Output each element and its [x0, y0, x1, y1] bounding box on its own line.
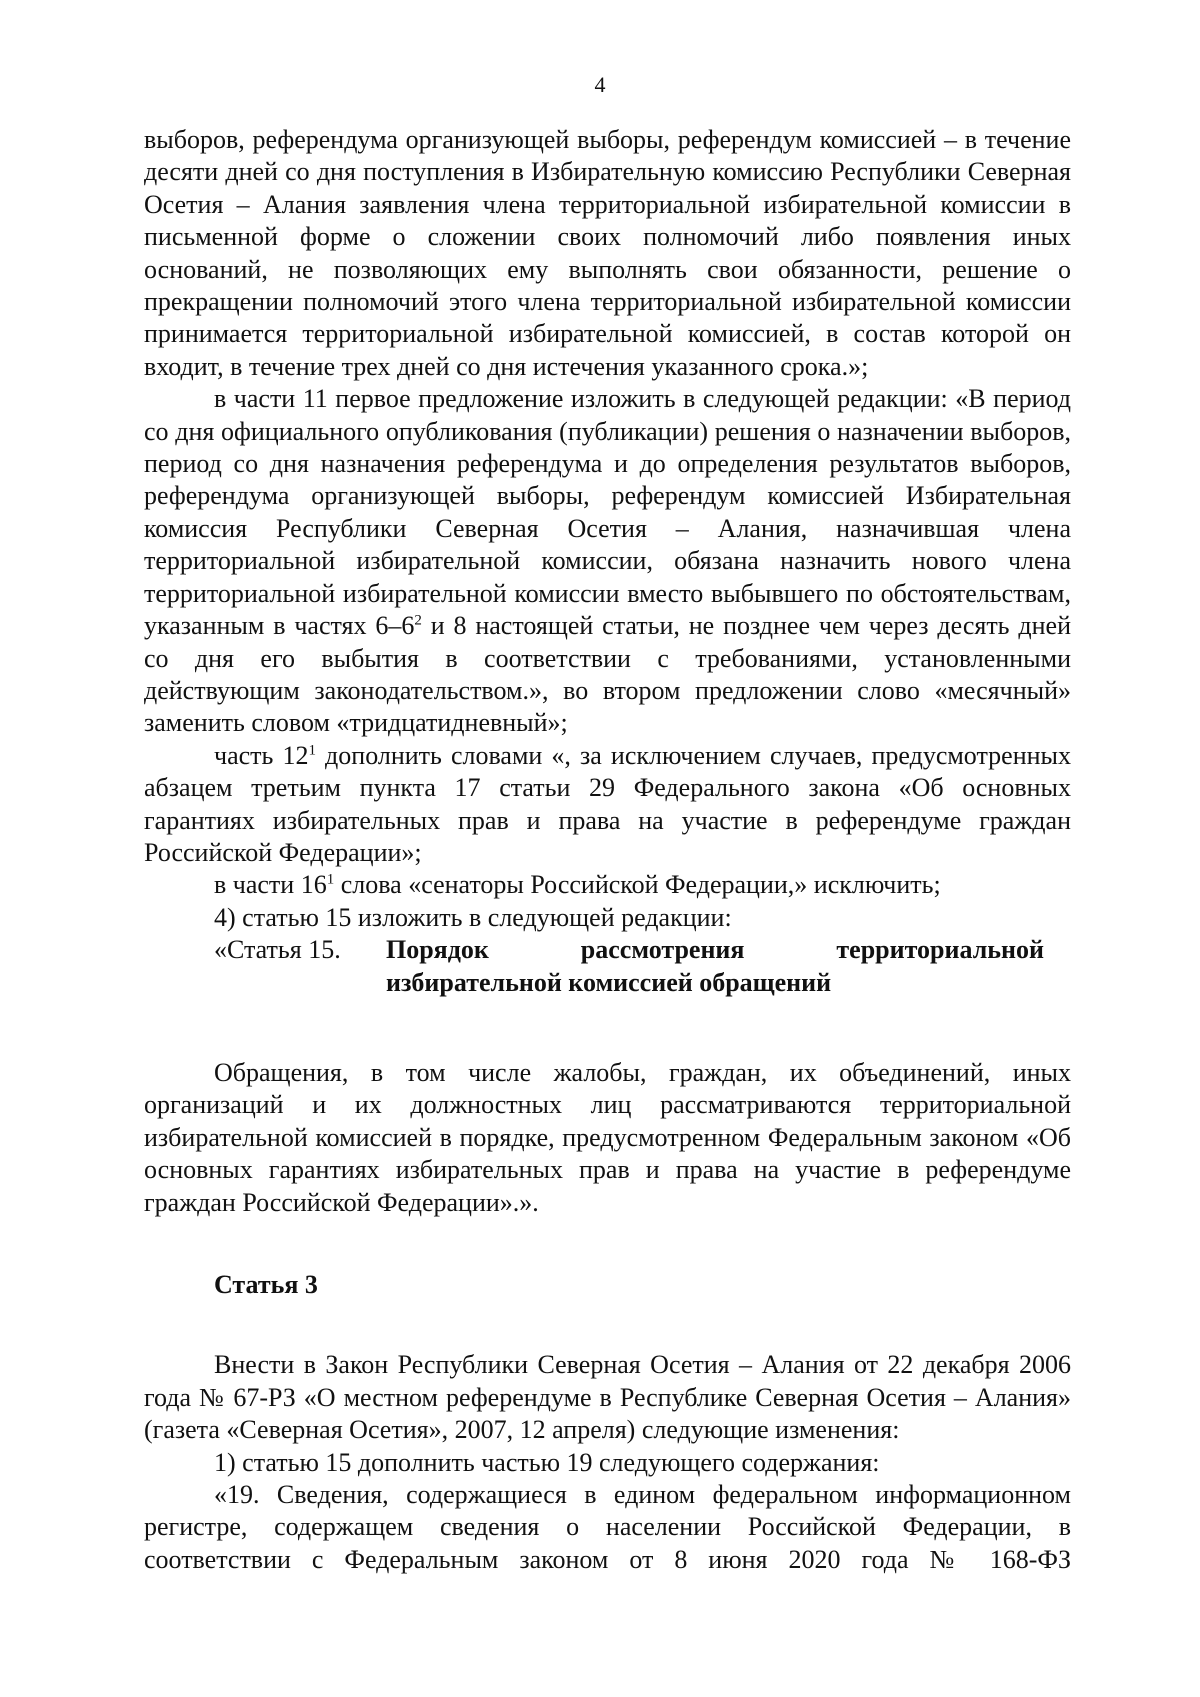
superscript: 2: [414, 612, 422, 629]
document-body: [144, 124, 1071, 1576]
paragraph-part-19: «19. Сведения, содержащиеся в едином федеральном информационном регистре, содержащем сведения о населении Российской Федерации, в соответствии с Федеральным законом от 8 июня 2020 года № 168-ФЗ: [144, 1480, 1071, 1574]
paragraph-amend-law: Внести в Закон Республики Северная Осетия – Алания от 22 декабря 2006 года № 67-РЗ «О местном референдуме в Республике Северная Осетия – Алания» (газета «Северная Осетия», 2007, 12 апреля) следующие изменения:: [144, 1350, 1071, 1445]
article-3-heading: Статья 3: [214, 1270, 318, 1299]
spacer: [144, 999, 1071, 1057]
article-15-label: «Статья 15.: [214, 935, 341, 965]
spacer: [144, 1301, 1071, 1349]
paragraph-text: и 8 настоящей статьи, не позднее чем через десять дней со дня его выбытия в соответствии с требованиями, установленными действующим законодательством.», во втором предложении слово «месячный» заменить словом «тридцатидневный»;: [144, 611, 1071, 738]
paragraph-part-16-1: [144, 869, 1071, 901]
paragraph-text: слова «сенаторы Российской Федерации,» исключить;: [334, 870, 941, 900]
page-number: 4: [594, 72, 606, 97]
superscript: 1: [308, 742, 316, 759]
paragraph-text: в части 16: [214, 870, 327, 900]
article-15-heading: [144, 934, 1071, 999]
paragraph-text: в части 11 первое предложение изложить в следующей редакции: «В период со дня официального опубликования (публикации) решения о назначении выборов, период со дня назначения референдума и до определения результатов выборов, референдума организующей выборы, референдум комиссией Избирательная комиссия Республики Северная Осетия – Алания, назначившая члена территориальной избирательной комиссии, обязана назначить нового члена территориальной избирательной комиссии вместо выбывшего по обстоятельствам, указанным в частях 6–6: [144, 384, 1071, 641]
paragraph-item-1: 1) статью 15 дополнить частью 19 следующего содержания:: [214, 1447, 880, 1477]
article-15-title: Порядок рассмотрения территориальной избирательной комиссией обращений: [386, 935, 1044, 997]
superscript: 1: [326, 871, 335, 888]
paragraph-appeals: Обращения, в том числе жалобы, граждан, их объединений, иных организаций и их должностных лиц рассматриваются территориальной избирательной комиссией в порядке, предусмотренном Федеральным законом «Об основных гарантиях избирательных прав и права на участие в референдуме граждан Российской Федерации».».: [144, 1057, 1071, 1217]
paragraph-part-12-1: [144, 740, 1071, 870]
paragraph-part-11: [144, 383, 1071, 739]
paragraph-text: часть 12: [214, 740, 309, 770]
paragraph-text: дополнить словами «, за исключением случаев, предусмотренных абзацем третьим пункта 17 статьи 29 Федерального закона «Об основных гарантиях избирательных прав и права на участие в референдуме граждан Российской Федерации»;: [144, 740, 1071, 867]
paragraph-continuation: выборов, референдума организующей выборы, референдум комиссией – в течение десяти дней со дня поступления в Избирательную комиссию Республики Северная Осетия – Алания заявления члена территориальной избирательной комиссии в письменной форме о сложении своих полномочий либо появления иных оснований, не позволяющих ему выполнять свои обязанности, решение о прекращении полномочий этого члена территориальной избирательной комиссии принимается территориальной избирательной комиссией, в состав которой он входит, в течение трех дней со дня истечения указанного срока.»;: [144, 125, 1071, 381]
paragraph-item-4: 4) статью 15 изложить в следующей редакции:: [214, 902, 732, 932]
spacer: [144, 1219, 1071, 1269]
